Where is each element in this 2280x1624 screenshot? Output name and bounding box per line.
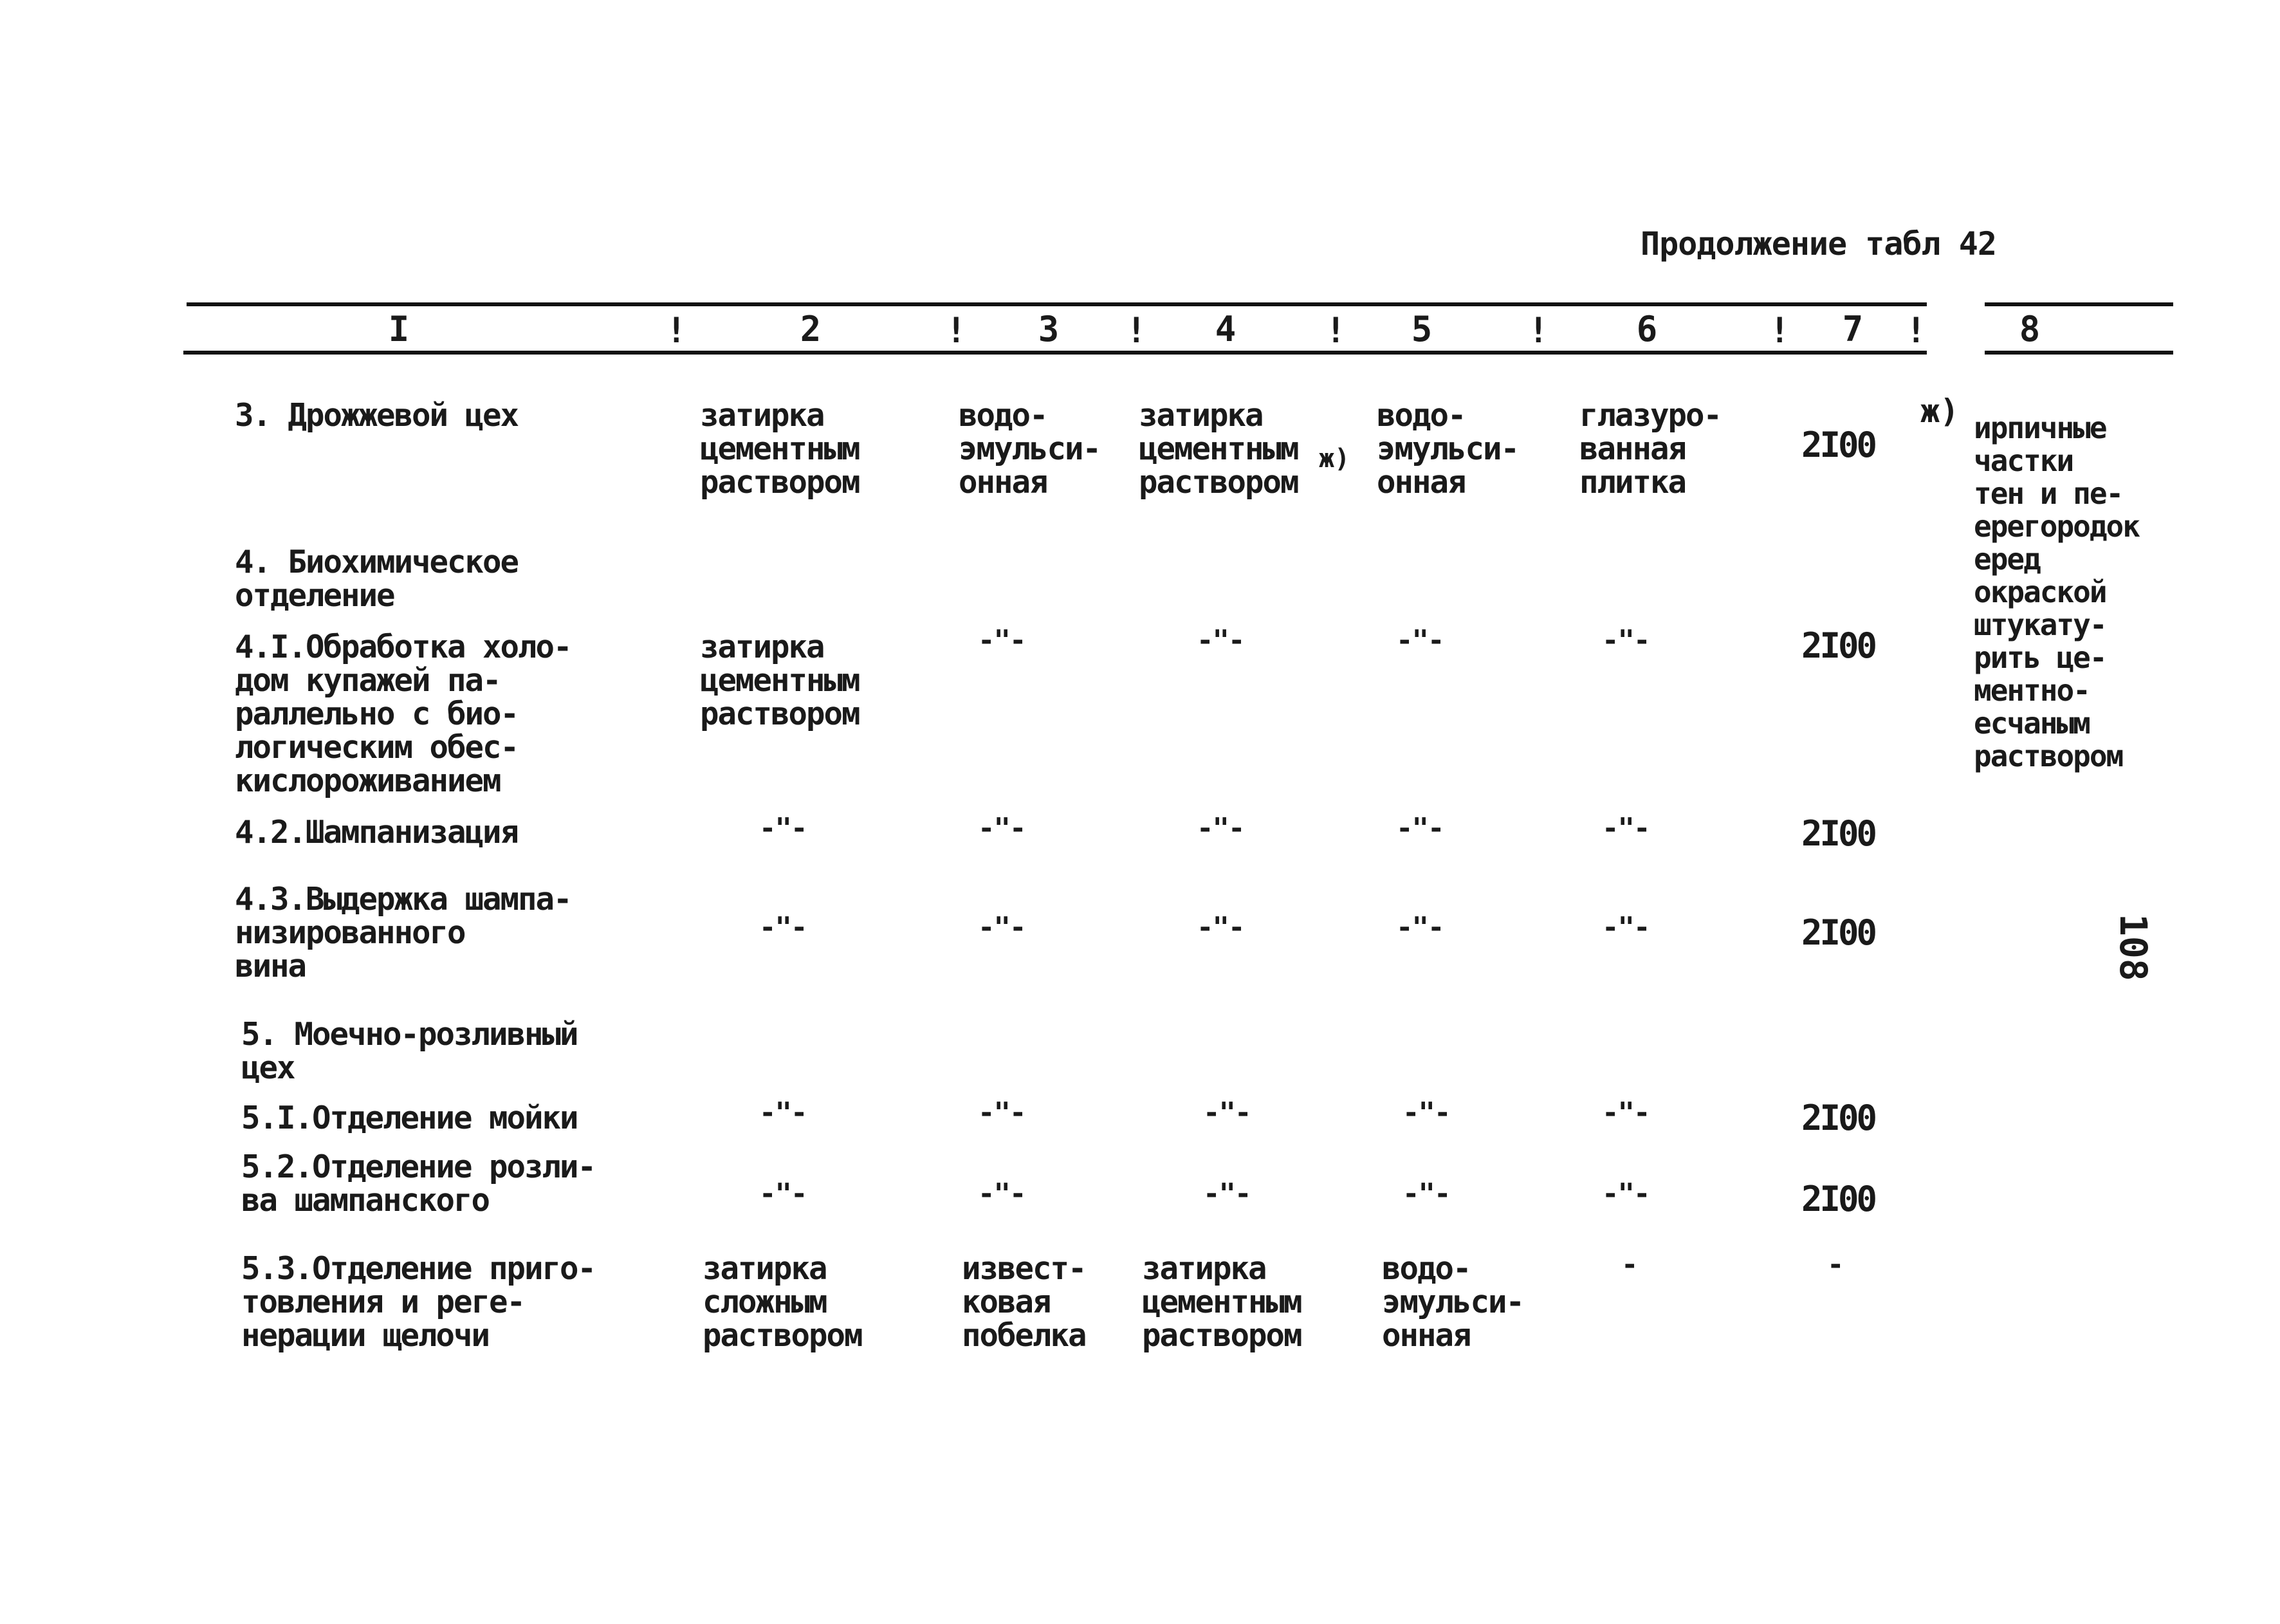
header-separator: ! (1769, 310, 1790, 351)
header-col-4: 4 (1215, 309, 1237, 349)
header-separator: ! (946, 310, 967, 351)
row-col7: 2I00 (1801, 425, 1875, 465)
row-col7: 2I00 (1801, 1179, 1875, 1219)
row-name: 4. Биохимическое отделение (235, 544, 519, 614)
col8-note: ирпичные частки тен и пе- ерегородок еред окраской штукату- рить це- ментно- есчаным раствором (1974, 412, 2139, 773)
row-col4-mark: ж) (1319, 444, 1350, 474)
row-col3: -"- (978, 1177, 1025, 1210)
header-separator: ! (666, 310, 687, 351)
row-col7: 2I00 (1801, 1098, 1875, 1138)
row-col3: извест- ковая побелка (962, 1250, 1086, 1354)
row-col2: -"- (759, 911, 807, 944)
row-col7: 2I00 (1801, 912, 1875, 953)
row-col3: -"- (978, 1096, 1025, 1129)
row-col7: 2I00 (1801, 813, 1875, 854)
row-name: 5.3.Отделение приго- товления и реге- нерации щелочи (241, 1250, 596, 1354)
header-bottom-rule-col8 (1985, 351, 2173, 355)
row-col4: -"- (1197, 812, 1244, 845)
row-col5: -"- (1402, 1096, 1450, 1129)
row-col5: -"- (1396, 812, 1444, 845)
row-col6: -"- (1602, 1177, 1650, 1210)
header-separator: ! (1325, 310, 1347, 351)
table-caption: Продолжение табл 42 (1641, 225, 1996, 263)
row-col4: -"- (1197, 624, 1244, 657)
header-separator: ! (1906, 310, 1927, 351)
row-name: 5.I.Отделение мойки (241, 1100, 578, 1136)
header-col-1: I (388, 309, 410, 349)
footnote-mark: ж) (1920, 392, 1960, 430)
row-col4: -"- (1197, 911, 1244, 944)
row-col4: -"- (1203, 1096, 1251, 1129)
row-col2: -"- (759, 1177, 807, 1210)
row-col4: затирка цементным раствором (1142, 1250, 1301, 1354)
header-top-rule (187, 302, 1927, 306)
header-col-5: 5 (1411, 309, 1433, 349)
row-col3: -"- (978, 911, 1025, 944)
row-col6: -"- (1602, 624, 1650, 657)
row-col6: глазуро- ванная плитка (1579, 397, 1722, 501)
row-col4: -"- (1203, 1177, 1251, 1210)
header-col-7: 7 (1842, 309, 1864, 349)
header-top-rule-col8 (1985, 302, 2173, 306)
row-name: 4.2.Шампанизация (235, 814, 519, 851)
row-name: 4.I.Обработка холо- дом купажей па- раллельно с био- логическим обес- кислороживанием (235, 629, 571, 799)
row-name: 5.2.Отделение розли- ва шампанского (241, 1149, 596, 1219)
row-col3: водо- эмульси- онная (959, 397, 1101, 501)
header-separator: ! (1528, 310, 1549, 351)
row-col2: затирка цементным раствором (700, 397, 860, 501)
row-name: 5. Моечно-розливный цех (241, 1016, 578, 1086)
header-separator: ! (1126, 310, 1147, 351)
row-col5: -"- (1396, 911, 1444, 944)
row-col5: водо- эмульси- онная (1382, 1250, 1524, 1354)
row-col2: -"- (759, 1096, 807, 1129)
row-col6: - (1621, 1248, 1637, 1281)
row-col3: -"- (978, 812, 1025, 845)
row-col2: затирка сложным раствором (703, 1250, 862, 1354)
row-name: 3. Дрожжевой цех (235, 397, 519, 434)
row-col6: -"- (1602, 812, 1650, 845)
row-col5: -"- (1396, 624, 1444, 657)
header-col-2: 2 (800, 309, 822, 349)
row-name: 4.3.Выдержка шампа- низированного вина (235, 881, 571, 984)
page-number: 108 (2111, 914, 2155, 981)
row-col7: - (1827, 1248, 1843, 1281)
header-col-8: 8 (2019, 309, 2041, 349)
header-col-3: 3 (1038, 309, 1060, 349)
row-col5: -"- (1402, 1177, 1450, 1210)
row-col6: -"- (1602, 911, 1650, 944)
row-col2: -"- (759, 812, 807, 845)
row-col3: -"- (978, 624, 1025, 657)
header-bottom-rule (183, 351, 1927, 355)
row-col7: 2I00 (1801, 625, 1875, 666)
row-col4: затирка цементным раствором (1139, 397, 1298, 501)
row-col6: -"- (1602, 1096, 1650, 1129)
row-col2: затирка цементным раствором (700, 629, 860, 732)
row-col5: водо- эмульси- онная (1377, 397, 1519, 501)
header-col-6: 6 (1636, 309, 1658, 349)
